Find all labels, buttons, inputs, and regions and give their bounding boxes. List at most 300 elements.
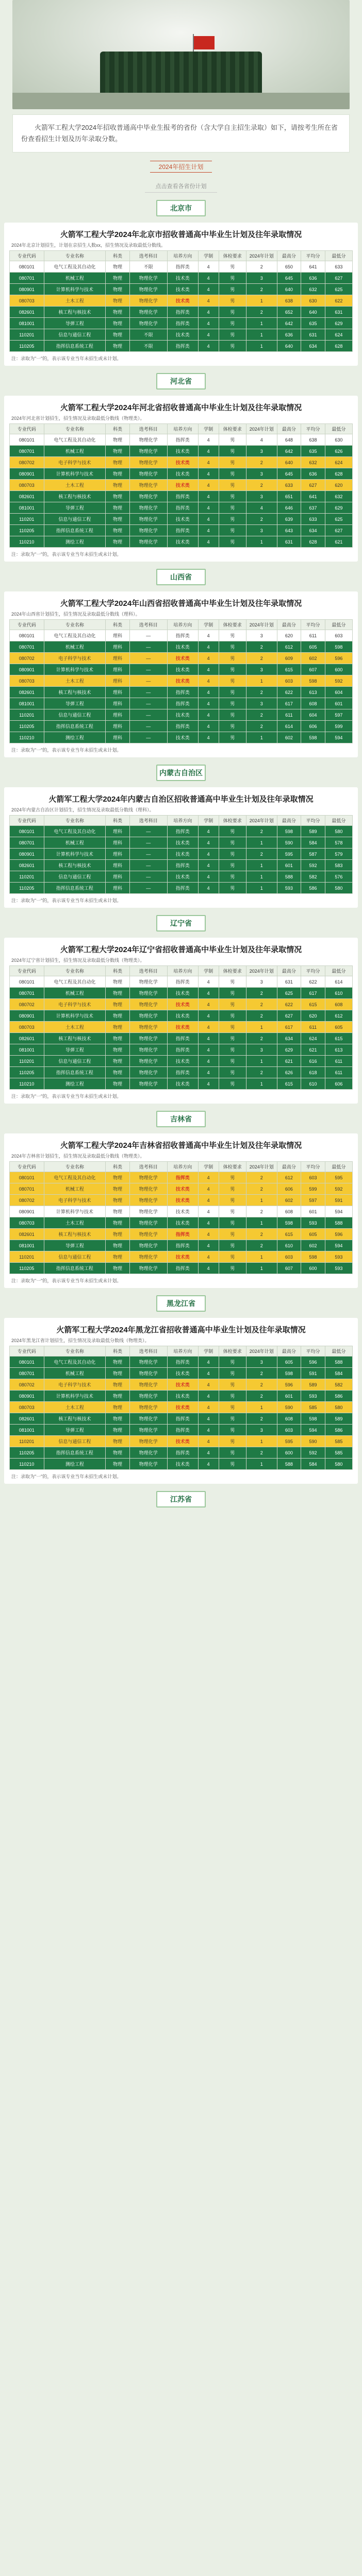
province-caption: 2024年内蒙古自治区计划招生，招生情况及录取最低分数线（理科）。 xyxy=(11,807,154,812)
table-row xyxy=(10,1447,353,1459)
table-cell: 导弹工程 xyxy=(44,698,106,709)
table-cell: 指挥信息系统工程 xyxy=(44,1067,106,1078)
table-cell: 理科 xyxy=(106,849,130,860)
table-cell: 636 xyxy=(277,329,301,341)
table-cell: 110205 xyxy=(10,1067,44,1078)
table-cell: 男 xyxy=(219,1368,246,1379)
table-cell: 男 xyxy=(219,883,246,894)
table-cell: 指挥类 xyxy=(167,261,198,273)
table-row xyxy=(10,1425,353,1436)
table-cell: 585 xyxy=(325,1436,352,1447)
table-cell: 080702 xyxy=(10,457,44,468)
table-cell: — xyxy=(129,698,167,709)
table-cell: 4 xyxy=(198,698,219,709)
table-row xyxy=(10,1033,353,1044)
column-header: 专业代码 xyxy=(10,1162,44,1172)
table-cell: 技术类 xyxy=(167,871,198,883)
table-row xyxy=(10,1217,353,1229)
table-cell: — xyxy=(129,721,167,732)
table-cell: 男 xyxy=(219,284,246,295)
table-cell: 4 xyxy=(198,457,219,468)
table-cell: 物理 xyxy=(106,1033,130,1044)
table-cell: 物理 xyxy=(106,1251,130,1263)
table-cell: 608 xyxy=(301,698,325,709)
table-cell: 男 xyxy=(219,525,246,536)
table-cell: 物理化学 xyxy=(129,536,167,548)
table-cell: 652 xyxy=(277,307,301,318)
table-cell: 080703 xyxy=(10,1022,44,1033)
table-cell: 1 xyxy=(246,318,277,329)
table-cell: 4 xyxy=(198,514,219,525)
table-cell: 643 xyxy=(277,525,301,536)
table-cell: 4 xyxy=(198,1183,219,1195)
table-cell: 4 xyxy=(246,434,277,446)
table-cell: 物理化学 xyxy=(129,502,167,514)
column-header: 学制 xyxy=(198,1346,219,1357)
column-header: 最高分 xyxy=(277,620,301,630)
table-cell: 男 xyxy=(219,641,246,653)
table-cell: 指挥类 xyxy=(167,860,198,871)
column-header: 2024年计划 xyxy=(246,620,277,630)
table-cell: 物理化学 xyxy=(129,1425,167,1436)
table-cell: — xyxy=(129,641,167,653)
table-cell: 电气工程及其自动化 xyxy=(44,261,106,273)
table-cell: 3 xyxy=(246,630,277,641)
table-cell: 625 xyxy=(325,284,352,295)
table-cell: 080901 xyxy=(10,1010,44,1022)
table-cell: 635 xyxy=(301,446,325,457)
table-cell: 4 xyxy=(198,1368,219,1379)
table-cell: 589 xyxy=(301,826,325,837)
column-header: 专业名称 xyxy=(44,251,106,261)
table-cell: 4 xyxy=(198,732,219,743)
table-cell: 男 xyxy=(219,1357,246,1368)
table-cell: 620 xyxy=(325,480,352,491)
table-cell: 4 xyxy=(198,1172,219,1183)
table-cell: 080702 xyxy=(10,999,44,1010)
table-cell: 621 xyxy=(277,1056,301,1067)
table-cell: — xyxy=(129,687,167,698)
table-cell: 1 xyxy=(246,1459,277,1470)
column-header: 体检要求 xyxy=(219,1162,246,1172)
admission-table xyxy=(9,1161,353,1274)
table-cell: 理科 xyxy=(106,698,130,709)
province-label[interactable]: 山西省 xyxy=(156,569,206,585)
table-cell: 计算机科学与技术 xyxy=(44,849,106,860)
province-label[interactable]: 黑龙江省 xyxy=(156,1295,206,1312)
table-cell: 2 xyxy=(246,514,277,525)
table-cell: 1 xyxy=(246,295,277,307)
table-cell: 2 xyxy=(246,709,277,721)
table-cell: 594 xyxy=(325,1240,352,1251)
table-cell: 物理化学 xyxy=(129,318,167,329)
table-cell: 110210 xyxy=(10,1459,44,1470)
table-cell: 080702 xyxy=(10,653,44,664)
table-cell: 080702 xyxy=(10,1379,44,1391)
table-cell: 080701 xyxy=(10,837,44,849)
table-cell: 640 xyxy=(277,284,301,295)
table-cell: 608 xyxy=(277,1413,301,1425)
column-header: 2024年计划 xyxy=(246,1346,277,1357)
table-cell: 638 xyxy=(277,295,301,307)
table-cell: 1 xyxy=(246,860,277,871)
table-cell: 622 xyxy=(277,687,301,698)
table-cell: 物理 xyxy=(106,295,130,307)
table-cell: 4 xyxy=(198,1459,219,1470)
table-cell: 638 xyxy=(301,434,325,446)
table-cell: 机械工程 xyxy=(44,641,106,653)
table-cell: 导弹工程 xyxy=(44,1240,106,1251)
column-header: 学制 xyxy=(198,424,219,434)
table-cell: 指挥类 xyxy=(167,1447,198,1459)
table-row xyxy=(10,434,353,446)
column-header: 最高分 xyxy=(277,251,301,261)
table-cell: 080701 xyxy=(10,988,44,999)
table-cell: 601 xyxy=(277,1391,301,1402)
table-cell: 4 xyxy=(198,1067,219,1078)
column-header: 专业名称 xyxy=(44,966,106,976)
table-row xyxy=(10,1413,353,1425)
table-cell: 物理 xyxy=(106,273,130,284)
table-cell: 物理化学 xyxy=(129,1056,167,1067)
table-cell: 622 xyxy=(301,976,325,988)
table-cell: 技术类 xyxy=(167,1217,198,1229)
table-cell: 4 xyxy=(198,1402,219,1413)
column-header: 学制 xyxy=(198,251,219,261)
table-cell: 2 xyxy=(246,849,277,860)
province-label[interactable]: 河北省 xyxy=(156,373,206,389)
table-cell: 男 xyxy=(219,1379,246,1391)
table-cell: 物理 xyxy=(106,1010,130,1022)
table-cell: 1 xyxy=(246,1195,277,1206)
column-header: 科类 xyxy=(106,1346,130,1357)
table-cell: 技术类 xyxy=(167,988,198,999)
table-cell: 男 xyxy=(219,514,246,525)
table-cell: 610 xyxy=(277,1240,301,1251)
table-cell: 物理化学 xyxy=(129,457,167,468)
table-cell: 技术类 xyxy=(167,653,198,664)
column-header: 选考科目 xyxy=(129,251,167,261)
table-cell: 物理 xyxy=(106,261,130,273)
table-cell: 615 xyxy=(277,1078,301,1090)
table-cell: 2 xyxy=(246,1229,277,1240)
table-cell: 613 xyxy=(301,687,325,698)
table-cell: 男 xyxy=(219,849,246,860)
table-cell: 4 xyxy=(246,502,277,514)
table-cell: 男 xyxy=(219,1229,246,1240)
table-cell: 指挥信息系统工程 xyxy=(44,883,106,894)
table-cell: 指挥类 xyxy=(167,1263,198,1274)
table-cell: 物理化学 xyxy=(129,468,167,480)
table-row xyxy=(10,273,353,284)
table-cell: 技术类 xyxy=(167,1368,198,1379)
table-cell: 4 xyxy=(198,1425,219,1436)
table-row xyxy=(10,988,353,999)
table-cell: 物理化学 xyxy=(129,284,167,295)
table-cell: 4 xyxy=(198,491,219,502)
table-cell: 633 xyxy=(277,480,301,491)
column-header: 最低分 xyxy=(325,620,352,630)
table-cell: 110201 xyxy=(10,1251,44,1263)
table-cell: 1 xyxy=(246,1078,277,1090)
province-card xyxy=(4,591,358,757)
table-cell: 631 xyxy=(301,329,325,341)
table-cell: 627 xyxy=(325,273,352,284)
admission-table xyxy=(9,815,353,894)
table-cell: 物理 xyxy=(106,514,130,525)
table-row xyxy=(10,1251,353,1263)
table-cell: 601 xyxy=(277,860,301,871)
table-cell: 技术类 xyxy=(167,1056,198,1067)
table-cell: 4 xyxy=(198,675,219,687)
table-cell: 1 xyxy=(246,1022,277,1033)
table-cell: 男 xyxy=(219,721,246,732)
table-cell: 理科 xyxy=(106,641,130,653)
table-cell: 601 xyxy=(325,698,352,709)
table-cell: 指挥类 xyxy=(167,1172,198,1183)
table-row xyxy=(10,709,353,721)
table-cell: 4 xyxy=(198,1229,219,1240)
table-cell: 不限 xyxy=(129,261,167,273)
table-cell: 081001 xyxy=(10,1240,44,1251)
table-cell: 计算机科学与技术 xyxy=(44,284,106,295)
table-cell: 男 xyxy=(219,709,246,721)
table-cell: 1 xyxy=(246,871,277,883)
table-cell: 技术类 xyxy=(167,1251,198,1263)
table-cell: 4 xyxy=(198,837,219,849)
table-cell: 物理 xyxy=(106,1044,130,1056)
table-cell: 593 xyxy=(301,1391,325,1402)
table-cell: 4 xyxy=(198,860,219,871)
table-cell: 物理 xyxy=(106,999,130,1010)
province-label-footer[interactable]: 江苏省 xyxy=(156,1491,206,1507)
province-link[interactable] xyxy=(0,182,362,193)
table-cell: 男 xyxy=(219,664,246,675)
table-cell: 611 xyxy=(277,709,301,721)
column-header: 培养方向 xyxy=(167,966,198,976)
table-cell: 603 xyxy=(301,1172,325,1183)
table-cell: 080703 xyxy=(10,1402,44,1413)
table-cell: 指挥类 xyxy=(167,721,198,732)
table-cell: 机械工程 xyxy=(44,273,106,284)
table-cell: — xyxy=(129,653,167,664)
table-cell: 指挥类 xyxy=(167,502,198,514)
table-row xyxy=(10,1379,353,1391)
table-cell: 082601 xyxy=(10,491,44,502)
province-label[interactable]: 内蒙古自治区 xyxy=(156,765,206,781)
province-card xyxy=(4,1318,358,1484)
table-cell: 理科 xyxy=(106,709,130,721)
table-cell: 4 xyxy=(198,871,219,883)
column-header: 最高分 xyxy=(277,816,301,826)
table-cell: 586 xyxy=(325,1425,352,1436)
table-cell: 物理化学 xyxy=(129,988,167,999)
table-cell: 信息与通信工程 xyxy=(44,514,106,525)
table-cell: 技术类 xyxy=(167,446,198,457)
table-cell: 080703 xyxy=(10,295,44,307)
table-cell: 技术类 xyxy=(167,641,198,653)
table-cell: 603 xyxy=(277,1251,301,1263)
table-cell: 620 xyxy=(277,630,301,641)
table-row xyxy=(10,502,353,514)
province-section xyxy=(0,569,362,757)
table-cell: 男 xyxy=(219,329,246,341)
table-row xyxy=(10,826,353,837)
table-cell: 物理化学 xyxy=(129,491,167,502)
table-cell: 1 xyxy=(246,329,277,341)
table-cell: 4 xyxy=(198,1022,219,1033)
table-cell: 645 xyxy=(277,273,301,284)
column-header: 平均分 xyxy=(301,966,325,976)
table-row xyxy=(10,664,353,675)
table-cell: — xyxy=(129,849,167,860)
table-cell: 技术类 xyxy=(167,1195,198,1206)
table-cell: 物理化学 xyxy=(129,1010,167,1022)
table-cell: — xyxy=(129,709,167,721)
table-cell: 3 xyxy=(246,664,277,675)
table-row xyxy=(10,732,353,743)
table-cell: 648 xyxy=(277,434,301,446)
table-cell: 男 xyxy=(219,653,246,664)
table-cell: 634 xyxy=(277,1033,301,1044)
table-cell: 信息与通信工程 xyxy=(44,1251,106,1263)
table-cell: 110210 xyxy=(10,1078,44,1090)
table-cell: 592 xyxy=(301,860,325,871)
table-cell: 1 xyxy=(246,1402,277,1413)
table-cell: 导弹工程 xyxy=(44,502,106,514)
table-row xyxy=(10,871,353,883)
table-cell: 588 xyxy=(277,871,301,883)
table-cell: 592 xyxy=(325,1183,352,1195)
column-header: 专业名称 xyxy=(44,424,106,434)
table-cell: 631 xyxy=(277,536,301,548)
table-cell: 男 xyxy=(219,687,246,698)
table-cell: 物理化学 xyxy=(129,1379,167,1391)
column-header: 体检要求 xyxy=(219,424,246,434)
table-cell: 612 xyxy=(277,641,301,653)
table-cell: 1 xyxy=(246,732,277,743)
table-cell: 物理化学 xyxy=(129,1183,167,1195)
province-card xyxy=(4,396,358,562)
table-cell: 指挥类 xyxy=(167,1044,198,1056)
table-cell: 4 xyxy=(198,1447,219,1459)
table-cell: 技术类 xyxy=(167,514,198,525)
table-cell: 4 xyxy=(198,261,219,273)
table-cell: 男 xyxy=(219,1413,246,1425)
table-cell: 物理化学 xyxy=(129,446,167,457)
table-cell: 技术类 xyxy=(167,1436,198,1447)
table-cell: — xyxy=(129,630,167,641)
table-cell: 物理化学 xyxy=(129,295,167,307)
column-header: 专业代码 xyxy=(10,251,44,261)
column-header: 最低分 xyxy=(325,251,352,261)
table-cell: 4 xyxy=(198,1195,219,1206)
province-label[interactable]: 吉林省 xyxy=(156,1111,206,1127)
table-cell: 土木工程 xyxy=(44,1217,106,1229)
table-cell: 2 xyxy=(246,1240,277,1251)
table-cell: 1 xyxy=(246,536,277,548)
table-cell: 男 xyxy=(219,295,246,307)
table-cell: 4 xyxy=(198,1391,219,1402)
table-cell: 物理化学 xyxy=(129,1044,167,1056)
column-header: 最低分 xyxy=(325,424,352,434)
table-cell: 610 xyxy=(301,1078,325,1090)
table-cell: 信息与通信工程 xyxy=(44,1436,106,1447)
table-cell: 4 xyxy=(198,307,219,318)
table-cell: 606 xyxy=(301,721,325,732)
admission-table xyxy=(9,250,353,352)
province-title: 火箭军工程大学2024年内蒙古自治区招收普通高中毕业生计划及往年录取情况 xyxy=(48,795,314,804)
province-link-text: 点击查看各省份计划 xyxy=(155,183,207,190)
table-cell: 4 xyxy=(198,446,219,457)
table-cell: 590 xyxy=(301,1436,325,1447)
table-cell: 4 xyxy=(198,976,219,988)
table-cell: 理科 xyxy=(106,732,130,743)
column-header: 最低分 xyxy=(325,966,352,976)
table-cell: 630 xyxy=(325,434,352,446)
table-cell: 605 xyxy=(277,1357,301,1368)
table-cell: 计算机科学与技术 xyxy=(44,1010,106,1022)
table-cell: — xyxy=(129,826,167,837)
table-cell: 580 xyxy=(325,1402,352,1413)
table-cell: 指挥类 xyxy=(167,826,198,837)
table-cell: 物理 xyxy=(106,457,130,468)
table-cell: 技术类 xyxy=(167,329,198,341)
table-row xyxy=(10,1022,353,1033)
table-cell: 电气工程及其自动化 xyxy=(44,434,106,446)
table-cell: 男 xyxy=(219,1447,246,1459)
table-cell: 指挥类 xyxy=(167,1425,198,1436)
table-cell: 1 xyxy=(246,1056,277,1067)
province-note: 注：录取为"一"的，表示该专业当年未招生或未计划。 xyxy=(11,1094,122,1099)
table-cell: 3 xyxy=(246,491,277,502)
table-cell: 技术类 xyxy=(167,709,198,721)
table-cell: 物理化学 xyxy=(129,1229,167,1240)
province-label[interactable]: 北京市 xyxy=(156,200,206,216)
table-row xyxy=(10,1056,353,1067)
table-cell: 611 xyxy=(301,630,325,641)
table-cell: 588 xyxy=(277,1459,301,1470)
table-cell: 080701 xyxy=(10,641,44,653)
table-cell: 导弹工程 xyxy=(44,1044,106,1056)
column-header: 体检要求 xyxy=(219,1346,246,1357)
table-cell: 核工程与核技术 xyxy=(44,1033,106,1044)
table-cell: 男 xyxy=(219,860,246,871)
table-cell: 理科 xyxy=(106,860,130,871)
table-row xyxy=(10,687,353,698)
table-cell: 技术类 xyxy=(167,1391,198,1402)
province-label[interactable]: 辽宁省 xyxy=(156,915,206,931)
table-cell: 物理 xyxy=(106,1436,130,1447)
table-cell: 625 xyxy=(277,988,301,999)
update-tag: 2024年招生计划 xyxy=(150,161,212,173)
table-cell: 617 xyxy=(301,988,325,999)
column-header: 体检要求 xyxy=(219,251,246,261)
table-cell: 计算机科学与技术 xyxy=(44,1391,106,1402)
table-cell: 602 xyxy=(301,653,325,664)
table-cell: 603 xyxy=(277,1425,301,1436)
table-row xyxy=(10,284,353,295)
table-cell: 633 xyxy=(301,514,325,525)
table-row xyxy=(10,1368,353,1379)
column-header: 专业名称 xyxy=(44,816,106,826)
table-cell: 616 xyxy=(301,1056,325,1067)
table-cell: 4 xyxy=(198,1251,219,1263)
table-row xyxy=(10,1172,353,1183)
table-cell: 4 xyxy=(198,641,219,653)
table-cell: 583 xyxy=(325,860,352,871)
table-cell: 土木工程 xyxy=(44,295,106,307)
